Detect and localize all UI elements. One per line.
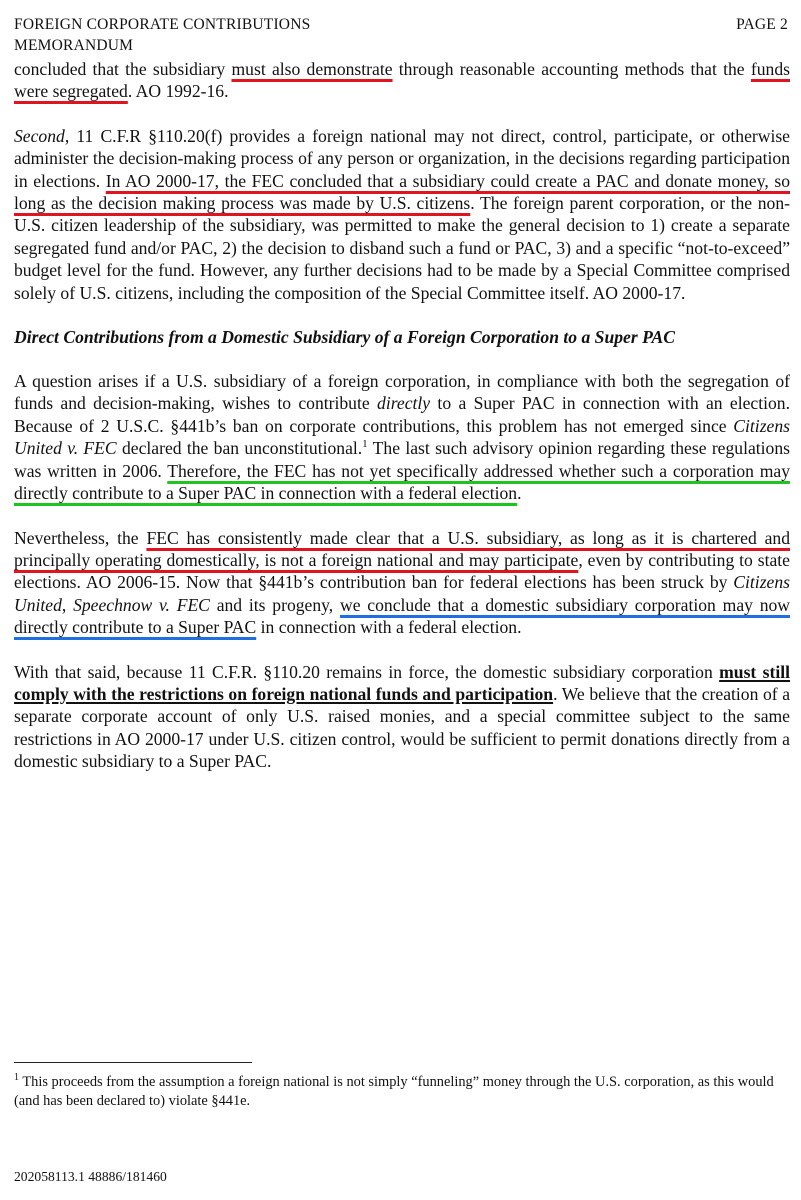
bold-underlined-text: must still comply with the restrictions on foreign national funds and participation [14,661,790,704]
section-heading: Direct Contributions from a Domestic Subsidiary of a Foreign Corporation to a Super PAC [14,327,676,348]
paragraph-segregation [14,58,790,103]
memo-title-line2: MEMORANDUM [14,37,134,54]
text: The last such advisory opinion regarding these regulations was written in 2006. [14,438,791,481]
footnote-divider [14,1062,252,1063]
case-citation: Citizens United v. FEC [14,415,790,459]
paragraph-conclusion [14,661,790,773]
text: concluded that the subsidiary [14,59,232,79]
page-header [14,14,790,58]
text: and its progeny, [209,594,340,615]
emphasis: Second [14,125,65,146]
text: . [517,483,522,504]
text: With that said, because 11 C.F.R. §110.20 remains in force, the domestic subsidiary corporation [14,661,720,682]
paragraph-question [14,370,790,504]
highlight-red: FEC has consistently made clear that a U.S. subsidiary, as long as it is chartered and principally operating domestically, is not a foreign national and may participate [14,527,790,570]
memo-title-line1: FOREIGN CORPORATE CONTRIBUTIONS [14,16,311,33]
text: , [61,594,74,615]
paragraph-nevertheless [14,527,790,639]
highlight-green: Therefore, the FEC has not yet specifically addressed whether such a corporation may directly contribute to a Super PAC in connection with a federal election [14,460,791,504]
text: A question arises if a U.S. subsidiary of a foreign corporation, in compliance with both the segregation of funds and decision-making, wishes to contribute [14,371,790,414]
text: declared the ban unconstitutional. [116,438,363,459]
page-number: PAGE 2 [736,16,788,33]
paragraph-second [14,125,790,304]
text: to a Super PAC in connection with an election. Because of 2 U.S.C. §441b’s ban on corporate contributions, this problem has not emerged since [14,393,791,436]
highlight-red: must also demonstrate [231,59,393,79]
footnote-ref[interactable]: 1 [362,438,368,451]
text: . We believe that the creation of a separate corporate account of only U.S. raised monies, and a special committee subject to the same restrictions in AO 2000-17 under U.S. citizen control, would be sufficient to permit donations directly from a domestic subsidiary to a Super PAC. [14,683,790,772]
highlight-red: funds were segregated [14,59,790,102]
text: . AO 1992-16. [127,81,229,102]
text: , 11 C.F.R §110.20(f) provides a foreign national may not direct, control, participate, or otherwise administer the decision-making process of any person or organization, in the decisions regarding participation in elections. [14,125,790,191]
case-citation: Citizens United [14,572,790,615]
highlight-blue: we conclude that a domestic subsidiary corporation may now directly contribute to a Super PAC [14,594,791,638]
footnote-text: This proceeds from the assumption a foreign national is not simply “funneling” money through the U.S. corporation, as this would (and has been declared to) violate §441e. [14,1074,774,1109]
text: through reasonable accounting methods that the [392,59,751,79]
case-citation: Speechnow v. FEC [73,594,210,615]
highlight-red: In AO 2000-17, the FEC concluded that a subsidiary could create a PAC and donate money, so long as the decision making process was made by U.S. citizens [14,170,790,214]
emphasis: directly [377,393,431,414]
text: . The foreign parent corporation, or the non-U.S. citizen leadership of the subsidiary, was permitted to make the general decision to 1) create a separate segregated fund and/or PAC, 2) the decision to disband such a fund or PAC, 3) and a specific “not-to-exceed” budget level for the fund. However, any further decisions had to be made by a Special Committee comprised solely of U.S. citizens, including the composition of the Special Committee itself. AO 2000-17. [14,193,790,303]
footnote-number: 1 [14,1072,19,1084]
text: Nevertheless, the [14,527,147,548]
text: in connection with a federal election. [256,617,522,638]
document-id: 202058113.1 48886/181460 [14,1169,167,1184]
memo-page [14,14,790,773]
memo-title [14,14,790,56]
text: , even by contributing to state elections. AO 2006-15. Now that §441b’s contribution ban for federal elections has been struck by [14,549,790,593]
footnote [14,1073,774,1111]
